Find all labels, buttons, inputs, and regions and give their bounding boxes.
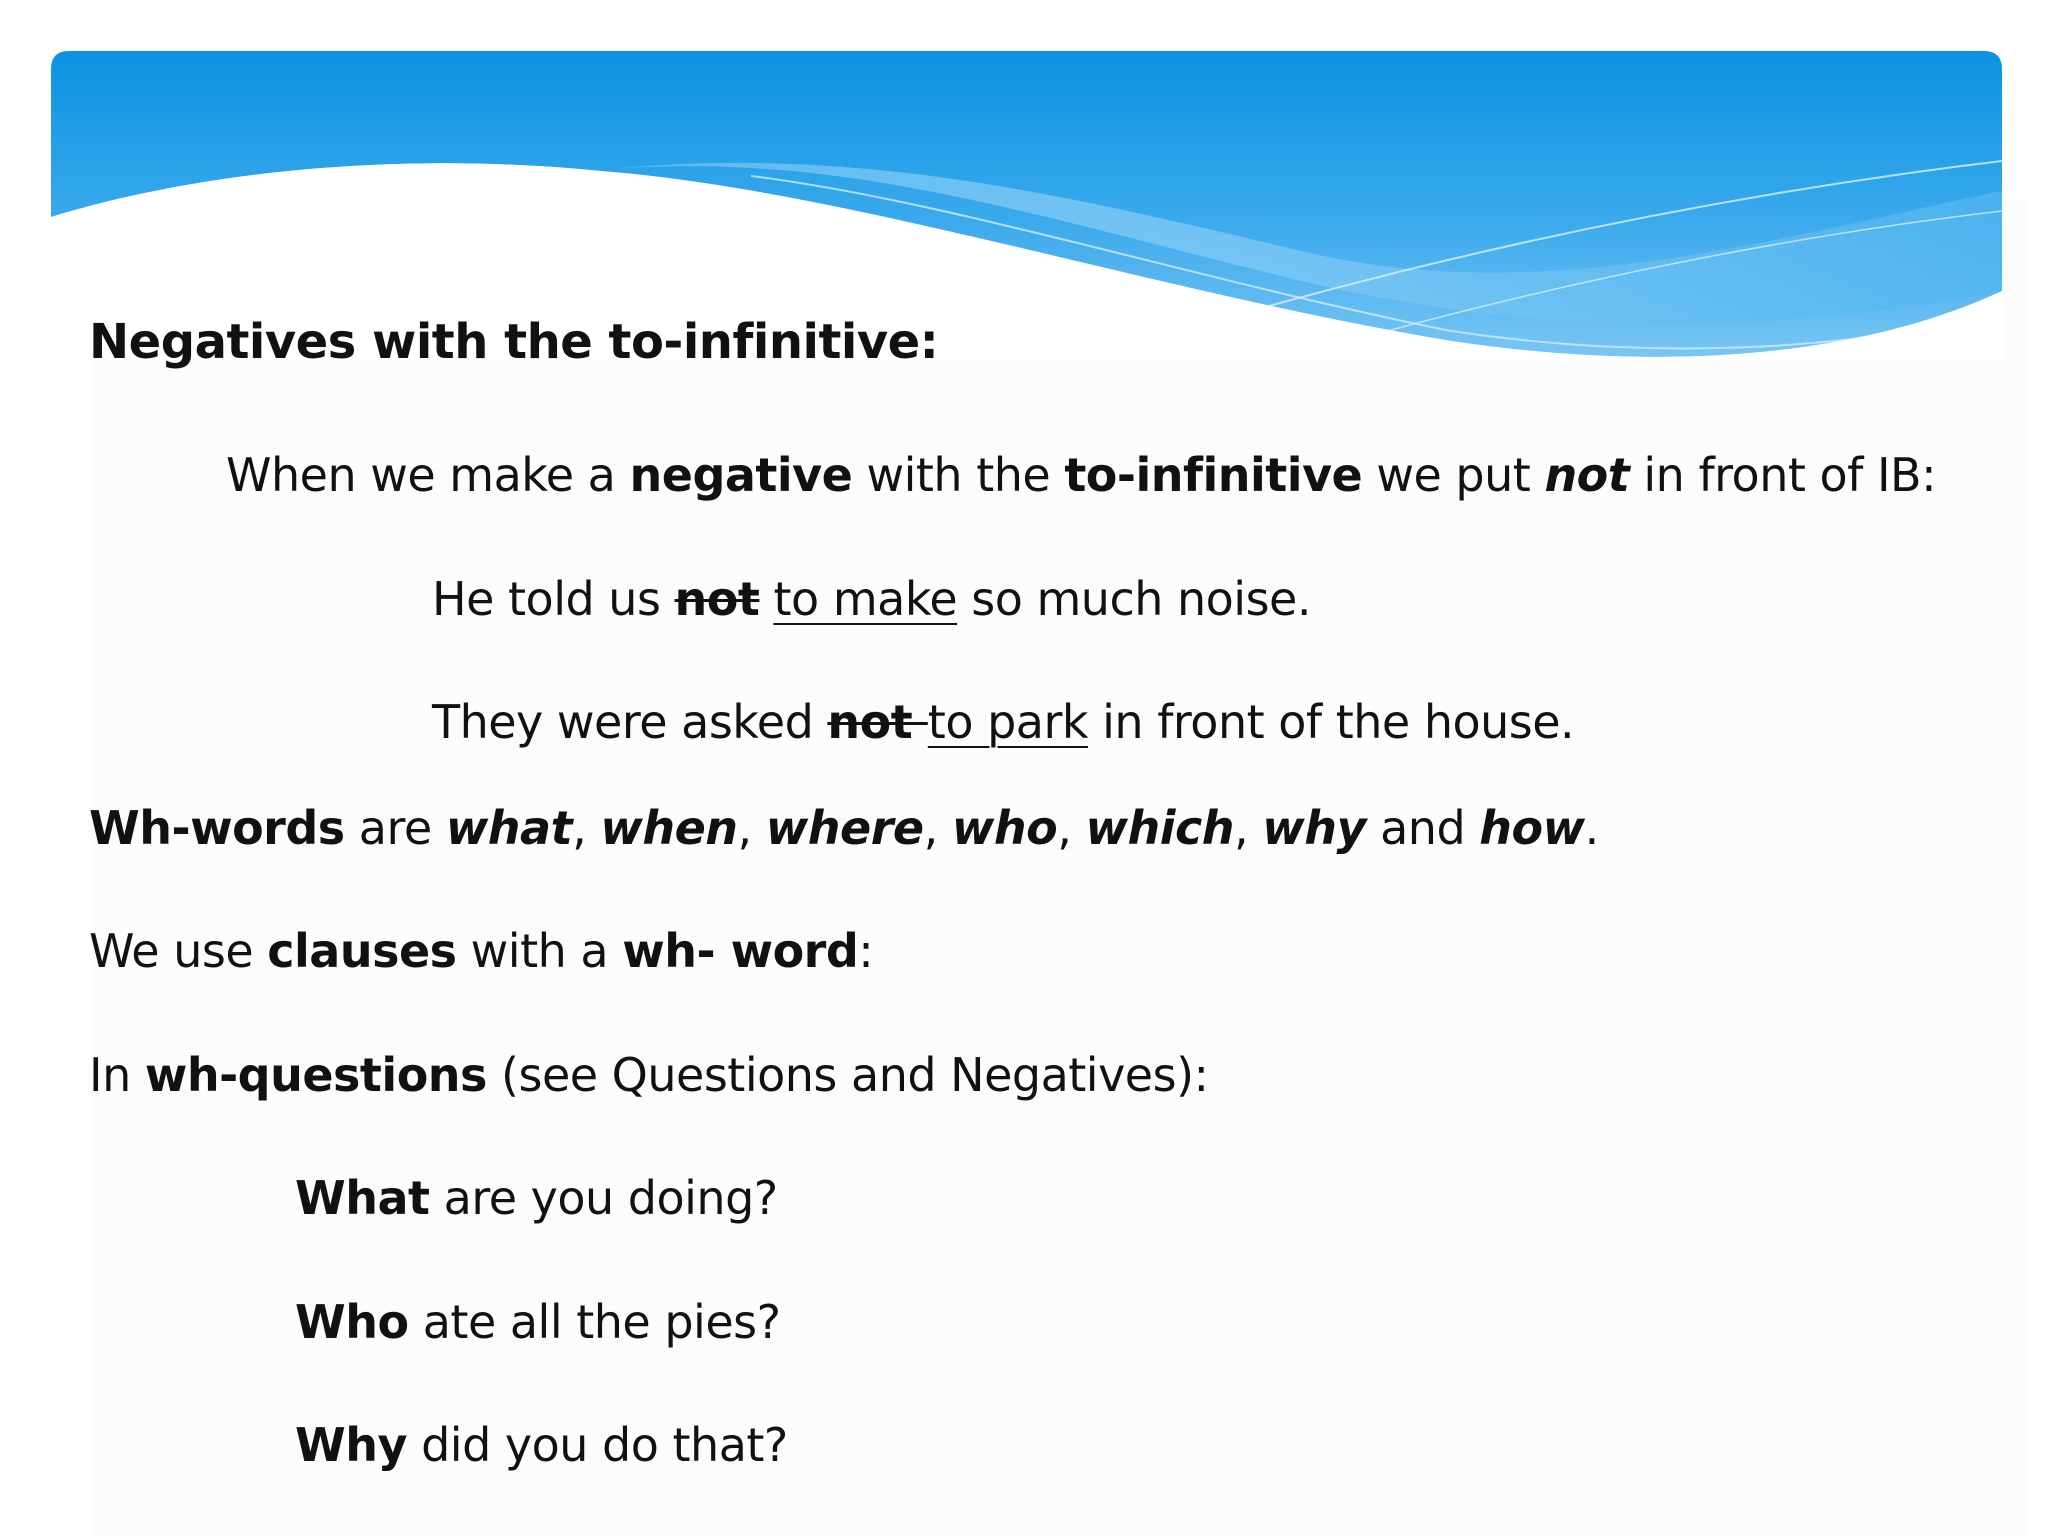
example-sentence-2 bbox=[432, 695, 1575, 749]
wh-word: when bbox=[600, 801, 738, 855]
example-text: in front of the house. bbox=[1088, 695, 1575, 749]
example-not-strike: not bbox=[674, 572, 760, 626]
question-text: did you do that? bbox=[406, 1418, 788, 1472]
wh-words-label: Wh-words bbox=[89, 801, 345, 855]
question-example-2 bbox=[295, 1295, 781, 1349]
example-text: He told us bbox=[432, 572, 675, 626]
clauses-sentence: We use clauses with a wh- word: bbox=[89, 924, 874, 978]
rule-not: not bbox=[1544, 448, 1630, 502]
wh-word: where bbox=[765, 801, 924, 855]
wh-word: what bbox=[445, 801, 573, 855]
question-example-1 bbox=[295, 1171, 778, 1225]
question-example-3 bbox=[295, 1418, 788, 1472]
rule-text: in front of IB: bbox=[1629, 448, 1937, 502]
wh-word: which bbox=[1085, 801, 1235, 855]
question-wh-word: Why bbox=[295, 1418, 407, 1472]
question-wh-word: What bbox=[295, 1171, 430, 1225]
rule-to-infinitive: to-infinitive bbox=[1064, 448, 1363, 502]
rule-text: When we make a bbox=[226, 448, 630, 502]
rule-sentence bbox=[226, 448, 1937, 502]
example-not-strike: not bbox=[827, 695, 928, 749]
question-wh-word: Who bbox=[295, 1295, 409, 1349]
section-heading: Negatives with the to-infinitive: bbox=[89, 314, 939, 370]
rule-negative: negative bbox=[629, 448, 853, 502]
rule-text: we put bbox=[1362, 448, 1545, 502]
rule-text: with the bbox=[852, 448, 1065, 502]
question-text: ate all the pies? bbox=[408, 1295, 781, 1349]
wh-questions-intro: In wh-questions (see Questions and Negatives): bbox=[89, 1048, 1209, 1102]
wh-word: who bbox=[951, 801, 1058, 855]
clauses-term: clauses bbox=[267, 924, 457, 978]
wh-word: why bbox=[1262, 801, 1366, 855]
example-text: They were asked bbox=[432, 695, 828, 749]
wh-word: how bbox=[1479, 801, 1585, 855]
wh-words-sentence: Wh-words are what, when, where, who, which, why and how. bbox=[89, 801, 1599, 855]
question-text: are you doing? bbox=[429, 1171, 778, 1225]
wh-word-term: wh- word bbox=[622, 924, 859, 978]
example-sentence-1 bbox=[432, 572, 1311, 626]
example-infinitive: to make bbox=[773, 572, 958, 626]
example-text: so much noise. bbox=[957, 572, 1311, 626]
wh-questions-term: wh-questions bbox=[144, 1048, 487, 1102]
example-infinitive: to park bbox=[927, 695, 1089, 749]
